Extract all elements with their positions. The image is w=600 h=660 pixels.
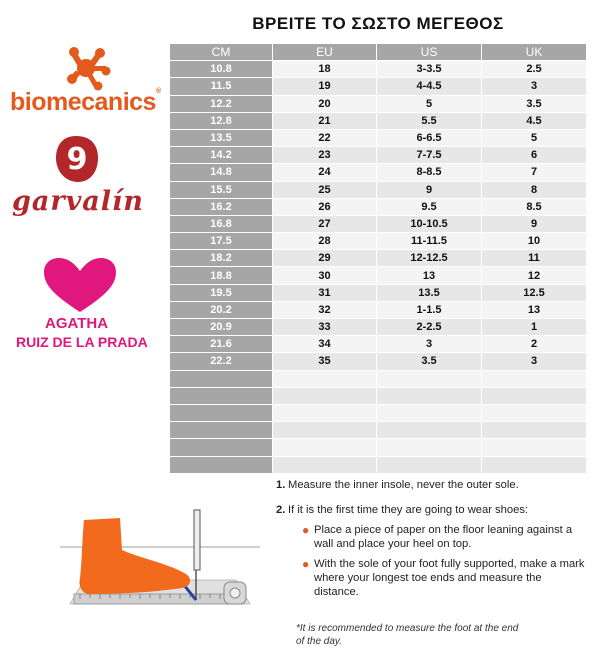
table-row [170, 319, 586, 336]
cell-uk: 8.5 [482, 199, 586, 215]
cell-us: 13 [377, 267, 482, 283]
table-row [170, 130, 586, 147]
cell-uk [482, 422, 586, 438]
instruction-step-1 [276, 478, 586, 492]
cell-uk [482, 439, 586, 455]
cell-us: 7-7.5 [377, 147, 482, 163]
cell-uk: 9 [482, 216, 586, 232]
table-row [170, 96, 586, 113]
instruction-step-2 [276, 503, 586, 517]
cell-us: 11-11.5 [377, 233, 482, 249]
cell-uk: 3 [482, 353, 586, 369]
table-row [170, 422, 586, 439]
cell-uk [482, 371, 586, 387]
cell-eu: 34 [273, 336, 377, 352]
cell-cm: 16.2 [170, 199, 273, 215]
biomecanics-wordmark: biomecanics® [10, 88, 161, 116]
cell-uk: 1 [482, 319, 586, 335]
cell-us [377, 422, 482, 438]
table-body [170, 61, 586, 474]
cell-cm: 14.2 [170, 147, 273, 163]
bullet-dot-icon: ● [302, 523, 310, 537]
cell-eu: 28 [273, 233, 377, 249]
table-row [170, 353, 586, 370]
agatha-surname: RUIZ DE LA PRADA [16, 334, 148, 350]
biomecanics-mark-icon [8, 44, 158, 94]
table-row [170, 147, 586, 164]
cell-eu [273, 388, 377, 404]
table-row [170, 233, 586, 250]
step-text: If it is the first time they are going to wear shoes: [288, 504, 529, 516]
table-row [170, 182, 586, 199]
cell-uk: 3.5 [482, 96, 586, 112]
cell-eu: 18 [273, 61, 377, 77]
header-eu: EU [273, 44, 377, 60]
cell-cm: 14.8 [170, 164, 273, 180]
cell-eu: 21 [273, 113, 377, 129]
cell-cm: 20.2 [170, 302, 273, 318]
cell-cm: 18.8 [170, 267, 273, 283]
footnote: *It is recommended to measure the foot at the end of the day. [296, 623, 519, 647]
cell-eu: 30 [273, 267, 377, 283]
cell-us: 13.5 [377, 285, 482, 301]
cell-uk: 2.5 [482, 61, 586, 77]
cell-eu: 26 [273, 199, 377, 215]
cell-us [377, 439, 482, 455]
cell-cm: 10.8 [170, 61, 273, 77]
instruction-bullet-2 [302, 557, 586, 599]
table-row [170, 267, 586, 284]
cell-cm: 12.8 [170, 113, 273, 129]
header-us: US [377, 44, 482, 60]
table-row [170, 113, 586, 130]
biomecanics-logo [8, 44, 161, 120]
cell-cm: 19.5 [170, 285, 273, 301]
cell-uk: 7 [482, 164, 586, 180]
cell-cm [170, 439, 273, 455]
cell-eu: 32 [273, 302, 377, 318]
cell-eu: 29 [273, 250, 377, 266]
measuring-instructions [276, 478, 586, 605]
cell-uk [482, 457, 586, 473]
cell-us: 4-4.5 [377, 78, 482, 94]
cell-uk: 13 [482, 302, 586, 318]
cell-us: 1-1.5 [377, 302, 482, 318]
instruction-bullet-1 [302, 523, 586, 551]
cell-us: 12-12.5 [377, 250, 482, 266]
cell-uk: 5 [482, 130, 586, 146]
header-cm: CM [170, 44, 273, 60]
cell-us: 10-10.5 [377, 216, 482, 232]
cell-cm [170, 371, 273, 387]
agatha-name: AGATHA [45, 315, 109, 332]
cell-eu: 31 [273, 285, 377, 301]
cell-uk: 12.5 [482, 285, 586, 301]
cell-cm: 22.2 [170, 353, 273, 369]
cell-cm: 12.2 [170, 96, 273, 112]
bullet-text: With the sole of your foot fully supported, make a mark where your longest toe ends and measure the distance. [314, 558, 585, 598]
cell-cm: 16.8 [170, 216, 273, 232]
table-row [170, 336, 586, 353]
cell-us: 9.5 [377, 199, 482, 215]
cell-us: 5.5 [377, 113, 482, 129]
cell-us: 9 [377, 182, 482, 198]
table-row [170, 457, 586, 474]
table-row [170, 78, 586, 95]
cell-us: 6-6.5 [377, 130, 482, 146]
cell-us: 8-8.5 [377, 164, 482, 180]
size-table [170, 44, 586, 474]
cell-us: 2-2.5 [377, 319, 482, 335]
cell-cm [170, 422, 273, 438]
cell-uk: 4.5 [482, 113, 586, 129]
garvalin-logo [8, 132, 158, 232]
cell-cm: 20.9 [170, 319, 273, 335]
cell-us: 5 [377, 96, 482, 112]
cell-eu: 19 [273, 78, 377, 94]
cell-eu [273, 405, 377, 421]
table-row [170, 388, 586, 405]
table-row [170, 61, 586, 78]
table-row [170, 199, 586, 216]
bullet-dot-icon: ● [302, 557, 310, 571]
table-row [170, 439, 586, 456]
table-row [170, 302, 586, 319]
cell-uk: 2 [482, 336, 586, 352]
cell-uk: 3 [482, 78, 586, 94]
cell-eu: 35 [273, 353, 377, 369]
cell-us [377, 405, 482, 421]
cell-eu: 23 [273, 147, 377, 163]
cell-eu [273, 422, 377, 438]
cell-uk [482, 405, 586, 421]
garvalin-wordmark: garvalín [12, 186, 144, 217]
cell-uk: 11 [482, 250, 586, 266]
cell-eu: 25 [273, 182, 377, 198]
bullet-text: Place a piece of paper on the floor leaning against a wall and place your heel on top. [314, 524, 573, 550]
cell-us: 3 [377, 336, 482, 352]
foot-measure-icon [60, 500, 260, 620]
table-row [170, 285, 586, 302]
cell-us: 3-3.5 [377, 61, 482, 77]
cell-uk [482, 388, 586, 404]
cell-cm: 21.6 [170, 336, 273, 352]
page-title: ΒΡΕΙΤΕ ΤΟ ΣΩΣΤΟ ΜΕΓΕΘΟΣ [252, 14, 504, 33]
cell-eu: 24 [273, 164, 377, 180]
agatha-logo [12, 258, 152, 358]
garvalin-badge-icon [8, 132, 158, 184]
cell-uk: 6 [482, 147, 586, 163]
step-text: Measure the inner insole, never the outer sole. [288, 479, 519, 491]
heart-icon [12, 258, 152, 314]
garvalin-badge-digit: 9 [66, 142, 88, 177]
cell-eu: 27 [273, 216, 377, 232]
step-number: 2. [276, 504, 286, 516]
cell-eu: 22 [273, 130, 377, 146]
cell-uk: 12 [482, 267, 586, 283]
step-number: 1. [276, 479, 286, 491]
cell-eu [273, 371, 377, 387]
cell-us [377, 388, 482, 404]
cell-cm: 13.5 [170, 130, 273, 146]
table-row [170, 250, 586, 267]
table-row [170, 371, 586, 388]
table-row [170, 164, 586, 181]
table-row [170, 405, 586, 422]
cell-us [377, 371, 482, 387]
cell-us [377, 457, 482, 473]
cell-cm [170, 388, 273, 404]
cell-us: 3.5 [377, 353, 482, 369]
cell-cm: 15.5 [170, 182, 273, 198]
cell-eu: 33 [273, 319, 377, 335]
cell-eu [273, 439, 377, 455]
foot-measure-illustration [60, 500, 260, 620]
cell-cm [170, 457, 273, 473]
cell-cm: 17.5 [170, 233, 273, 249]
cell-cm [170, 405, 273, 421]
cell-eu: 20 [273, 96, 377, 112]
cell-uk: 8 [482, 182, 586, 198]
cell-cm: 11.5 [170, 78, 273, 94]
cell-uk: 10 [482, 233, 586, 249]
table-row [170, 216, 586, 233]
cell-eu [273, 457, 377, 473]
header-uk: UK [482, 44, 586, 60]
cell-cm: 18.2 [170, 250, 273, 266]
table-header-row [170, 44, 586, 61]
